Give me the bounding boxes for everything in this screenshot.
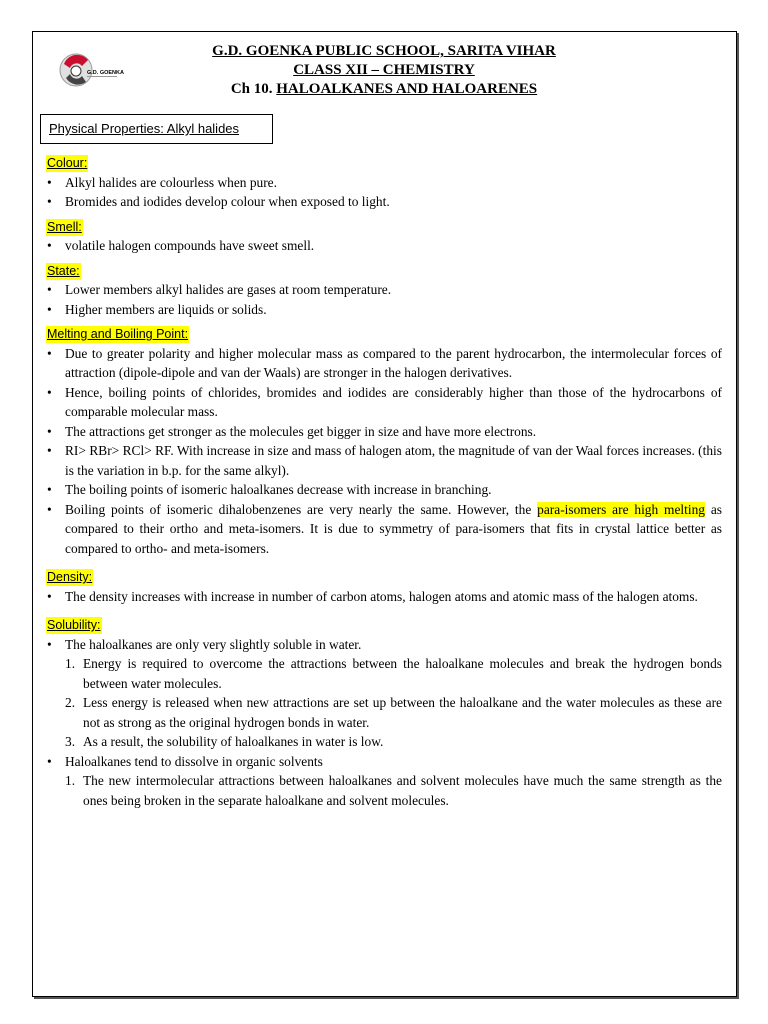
- numbered-item: [46, 771, 722, 810]
- document-body: [46, 153, 722, 810]
- item-text: As a result, the solubility of haloalkanes in water is low.: [83, 734, 384, 749]
- class-title: CLASS XII – CHEMISTRY: [293, 62, 475, 78]
- item-number: 1.: [65, 773, 76, 788]
- colour-heading: Colour:: [47, 156, 88, 170]
- highlighted-text: para-isomers are high melting: [537, 501, 705, 517]
- list-item: • Lower members alkyl halides are gases at room temperature.: [46, 280, 722, 300]
- list-item: [46, 752, 722, 772]
- list-item: • The density increases with increase in number of carbon atoms, halogen atoms and atomic mass of the halogen atoms.: [46, 587, 722, 607]
- list-item: • RI> RBr> RCl> RF. With increase in size and mass of halogen atom, the magnitude of van der Waal forces increases. (this is the variation in b.p. for the same alkyl).: [46, 441, 722, 480]
- numbered-item: [46, 693, 722, 732]
- item-text: The new intermolecular attractions between haloalkanes and solvent molecules have much the same strength as the ones being broken in the separate haloalkane and solvent molecules.: [83, 773, 722, 808]
- document-header: [150, 42, 618, 99]
- smell-heading: Smell:: [47, 219, 82, 234]
- list-item: • Bromides and iodides develop colour when exposed to light.: [46, 192, 722, 212]
- list-item: • Alkyl halides are colourless when pure.: [46, 173, 722, 193]
- list-item-text: The haloalkanes are only very slightly soluble in water.: [65, 636, 362, 652]
- text-run: as compared to their ortho and meta-isomers. It is due to symmetry of para-isomers that fits in crystal lattice better as compared to ortho- and meta-isomers.: [65, 501, 722, 556]
- solubility-section: [46, 615, 722, 810]
- item-number: 2.: [65, 695, 76, 710]
- chapter-prefix: Ch 10.: [230, 81, 277, 97]
- list-item: [46, 635, 722, 655]
- solubility-heading: Solubility:: [47, 618, 101, 632]
- chapter-title: HALOALKANES AND HALOARENES: [276, 81, 538, 97]
- numbered-item: [46, 732, 722, 752]
- list-item: • The attractions get stronger as the molecules get bigger in size and have more electrons.: [46, 422, 722, 442]
- list-item: [46, 500, 722, 559]
- melting-boiling-section: [46, 324, 722, 558]
- list-item: • Due to greater polarity and higher molecular mass as compared to the parent hydrocarbon, the intermolecular forces of attraction (dipole-dipole and van der Waals) are stronger in the halogen derivatives.: [46, 344, 722, 383]
- state-heading: State:: [47, 263, 80, 278]
- list-item-text: Haloalkanes tend to dissolve in organic solvents: [65, 753, 323, 769]
- list-item: • Higher members are liquids or solids.: [46, 300, 722, 320]
- school-name: G.D. GOENKA PUBLIC SCHOOL, SARITA VIHAR: [212, 43, 556, 59]
- state-section: [46, 261, 722, 320]
- density-heading: Density:: [47, 570, 93, 584]
- section-title-box: [40, 114, 273, 144]
- melting-boiling-heading: Melting and Boiling Point:: [47, 327, 189, 341]
- list-item: • Hence, boiling points of chlorides, bromides and iodides are considerably higher than those of the hydrocarbons of comparable molecular mass.: [46, 383, 722, 422]
- item-text: Less energy is released when new attractions are set up between the haloalkane and the water molecules as these are not as strong as the original hydrogen bonds in water.: [83, 695, 722, 730]
- density-section: [46, 567, 722, 606]
- item-text: Energy is required to overcome the attractions between the haloalkane molecules and break the hydrogen bonds between water molecules.: [83, 656, 722, 691]
- school-logo: [56, 50, 124, 94]
- numbered-item: [46, 654, 722, 693]
- smell-section: [46, 217, 722, 256]
- colour-section: [46, 153, 722, 212]
- logo-text: G.D. GOENKA: [87, 70, 124, 76]
- list-item: • The boiling points of isomeric haloalkanes decrease with increase in branching.: [46, 480, 722, 500]
- text-run: Boiling points of isomeric dihalobenzenes are very nearly the same. However, the: [65, 501, 538, 517]
- list-item: • volatile halogen compounds have sweet smell.: [46, 236, 722, 256]
- section-title: Physical Properties: Alkyl halides: [49, 121, 240, 136]
- item-number: 3.: [65, 734, 76, 749]
- item-number: 1.: [65, 656, 76, 671]
- chapter-line: [150, 80, 618, 99]
